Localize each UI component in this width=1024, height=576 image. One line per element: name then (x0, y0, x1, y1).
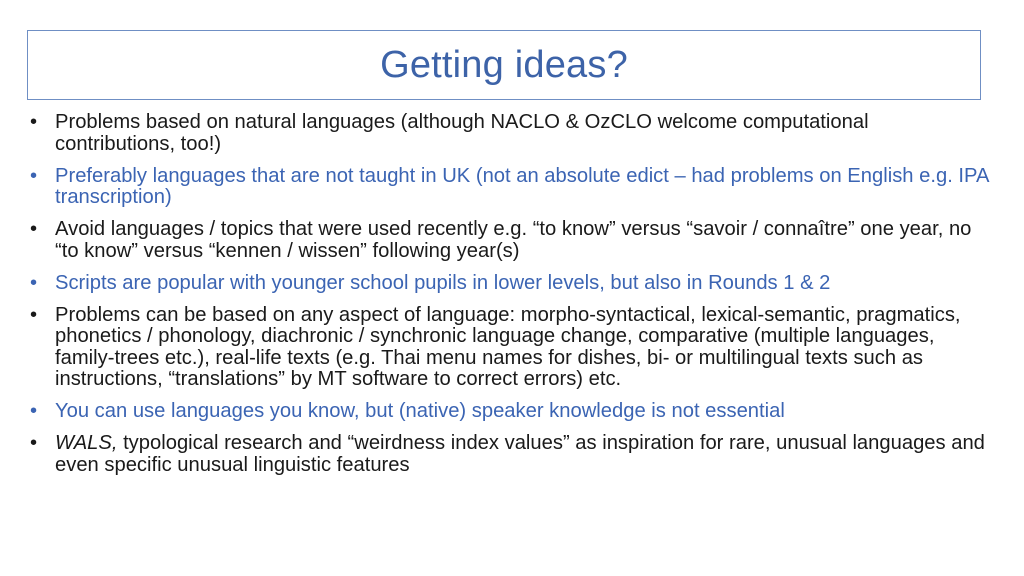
bullet-list (30, 112, 990, 487)
bullet-item-avoid-recent-topics (30, 219, 990, 262)
bullet-text: Problems can be based on any aspect of language: morpho-syntactical, lexical-semantic, pragmatics, phonetics / phonology, diachronic / synchronic language change, comparative (multiple languages, family-trees etc.), real-life texts (e.g. Thai menu names for dishes, bi- or multilingual texts such as instructions, “translations” by MT software to correct errors) etc. (55, 303, 961, 390)
bullet-item-wals-inspiration (30, 433, 990, 476)
bullet-icon: • (30, 218, 38, 240)
bullet-icon: • (30, 432, 38, 454)
bullet-icon: • (30, 111, 38, 133)
bullet-icon: • (30, 303, 38, 326)
bullet-item-scripts-popular (30, 273, 990, 295)
bullet-icon: • (30, 164, 38, 187)
bullet-text: Avoid languages / topics that were used recently e.g. “to know” versus “savoir / connaître” one year, no “to know” versus “kennen / wissen” following year(s) (55, 218, 972, 262)
bullet-text: Problems based on natural languages (although NACLO & OzCLO welcome computational contributions, too!) (55, 111, 869, 155)
bullet-text: typological research and “weirdness index values” as inspiration for rare, unusual languages and even specific unusual linguistic features (55, 432, 985, 476)
bullet-text: Preferably languages that are not taught in UK (not an absolute edict – had problems on English e.g. IPA transcription) (55, 164, 989, 208)
slide-title: Getting ideas? (380, 43, 628, 86)
bullet-italic-lead: WALS, (55, 432, 118, 454)
bullet-icon: • (30, 271, 38, 294)
bullet-item-any-aspect-of-language (30, 305, 990, 391)
bullet-text: You can use languages you know, but (native) speaker knowledge is not essential (55, 400, 785, 422)
bullet-item-natural-languages (30, 112, 990, 155)
bullet-text: Scripts are popular with younger school pupils in lower levels, but also in Rounds 1 & 2 (55, 271, 831, 294)
title-box (27, 30, 981, 100)
bullet-item-use-languages-you-know (30, 401, 990, 423)
bullet-item-languages-not-taught (30, 166, 990, 209)
bullet-icon: • (30, 400, 38, 422)
